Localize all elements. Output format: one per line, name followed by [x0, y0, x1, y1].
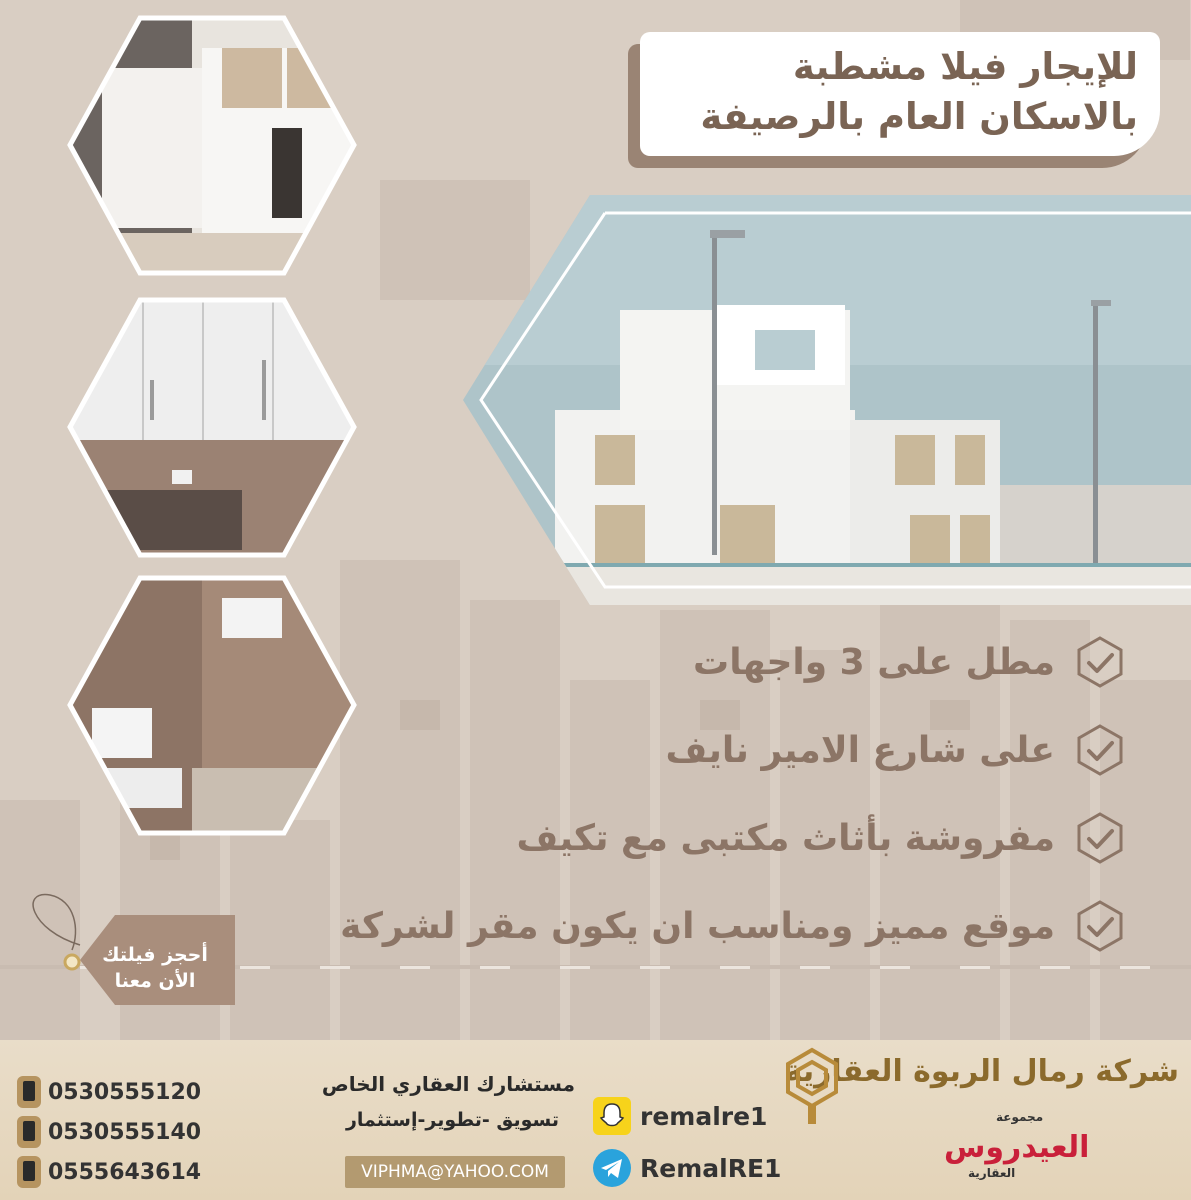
telegram-handle[interactable]: RemalRE1 — [640, 1153, 782, 1183]
snapchat-icon — [592, 1096, 632, 1136]
email-address[interactable]: VIPHMA@YAHOO.COM — [345, 1156, 565, 1188]
telegram-row — [592, 1142, 781, 1194]
kitchen-photo — [62, 290, 362, 565]
feature-item — [307, 894, 1127, 958]
phone-number[interactable]: 0530555120 — [48, 1079, 202, 1105]
booking-tag-text — [80, 942, 230, 994]
feature-item — [307, 806, 1127, 870]
consultant-services: تسويق -تطوير-إستثمار — [345, 1109, 560, 1131]
phone-number[interactable]: 0555643614 — [48, 1159, 202, 1185]
group-label: مجموعة — [996, 1110, 1044, 1124]
company-name: شركة رمال الربوة العقارية — [784, 1054, 1179, 1089]
feature-text: مطل على 3 واجهات — [693, 641, 1055, 683]
phone-row — [16, 1152, 201, 1192]
title-line-2: بالاسكان العام بالرصيفة — [700, 95, 1138, 138]
feature-item — [307, 718, 1127, 782]
snapchat-handle[interactable]: remalre1 — [640, 1101, 768, 1131]
mobile-phone-icon — [16, 1115, 42, 1149]
phone-row — [16, 1112, 201, 1152]
check-circle-icon — [1073, 635, 1127, 689]
consultant-title: مستشارك العقاري الخاص — [321, 1072, 575, 1096]
villa-exterior-photo — [455, 185, 1191, 615]
title-card — [640, 32, 1160, 156]
feature-item — [307, 630, 1127, 694]
group-name: العيدروس — [944, 1130, 1090, 1165]
phone-row — [16, 1072, 201, 1112]
booking-tag-line-2: الأن معنا — [114, 970, 196, 992]
mobile-phone-icon — [16, 1155, 42, 1189]
features-list — [307, 630, 1127, 982]
feature-text: على شارع الامير نايف — [665, 729, 1055, 771]
mobile-phone-icon — [16, 1075, 42, 1109]
villa-entrance-photo — [62, 8, 362, 283]
phone-number[interactable]: 0530555140 — [48, 1119, 202, 1145]
feature-text: مفروشة بأثاث مكتبى مع تكيف — [516, 817, 1055, 859]
feature-text: موقع مميز ومناسب ان يكون مقر لشركة — [340, 905, 1055, 947]
consultant-block — [321, 1066, 575, 1138]
snapchat-row — [592, 1090, 781, 1142]
booking-tag-line-1: أحجز فيلتك — [102, 944, 208, 966]
phone-list — [16, 1072, 201, 1192]
group-sub-label: العقارية — [968, 1166, 1016, 1180]
telegram-icon — [592, 1148, 632, 1188]
company-logo-icon — [784, 1046, 840, 1126]
check-circle-icon — [1073, 811, 1127, 865]
title-line-1: للإيجار فيلا مشطبة — [792, 45, 1138, 88]
check-circle-icon — [1073, 723, 1127, 777]
social-list — [592, 1090, 781, 1194]
check-circle-icon — [1073, 899, 1127, 953]
